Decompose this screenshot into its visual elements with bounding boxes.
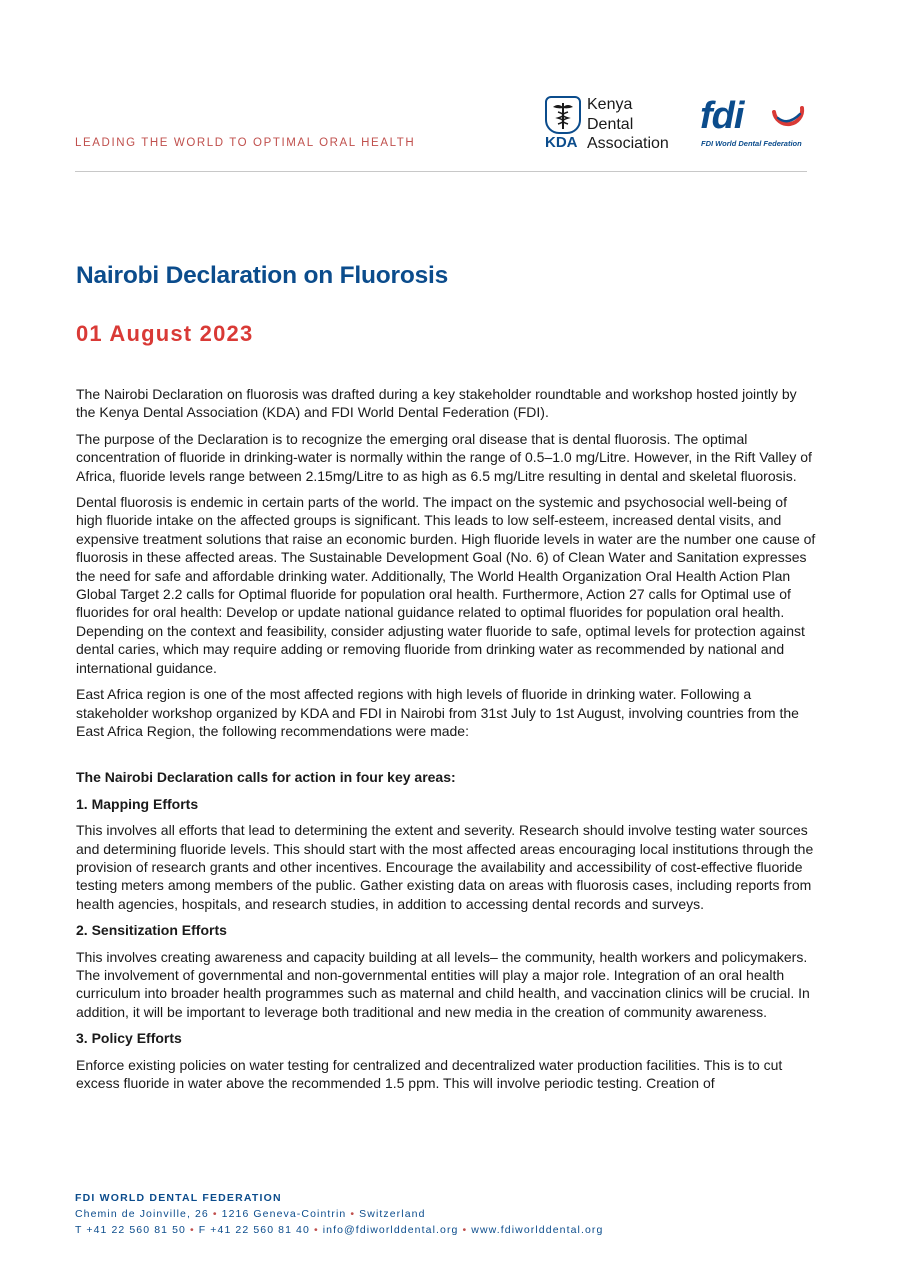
fdi-subtitle: FDI World Dental Federation [701,139,802,148]
fdi-wordmark: fdi [700,95,744,137]
footer-separator: • [462,1224,468,1236]
section-paragraph: This involves all efforts that lead to determining the extent and severity. Research should involve testing water sources and determining fluoride levels. This should start with the most affected areas encouraging local institutions through the provision of research grants and other incentives. Encourage the availability and accessibility of cost-effective fluoride testing meters among members of the public. Gather existing data on areas with fluorosis cases, including reports from health agencies, hospitals, and research studies, in addition to accessing dental records and surveys. [76,822,814,912]
page-footer [75,1192,603,1236]
document-date: 01 August 2023 [76,321,254,346]
page-title: Nairobi Declaration on Fluorosis [76,262,449,289]
footer-separator: • [189,1224,195,1236]
body-paragraph: The purpose of the Declaration is to recognize the emerging oral disease that is dental fluorosis. The optimal concentration of fluoride in drinking-water is normally within the range of 0.5–1.0 mg/Litre. However, in the Rift Valley of Africa, fluoride levels range between 2.15mg/Litre to as high as 6.5 mg/Litre resulting in dental and skeletal fluorosis. [76,430,812,484]
section-paragraph: This involves creating awareness and capacity building at all levels– the community, health workers and policymakers. The involvement of governmental and non-governmental entities will play a major role. Integration of an oral health curriculum into broader health programmes such as maternal and child health, and vaccination clinics will be crucial. In addition, it will be important to leverage both traditional and new media in the creation of community awareness. [76,948,810,1020]
footer-address-part: 1216 Geneva-Cointrin [221,1208,347,1220]
body-paragraph: Dental fluorosis is endemic in certain parts of the world. The impact on the systemic and psychosocial well-being of high fluoride intake on the affected groups is significant. This leads to low self-esteem, increased dental visits, and expensive treatment solutions that raise an economic burden. High fluoride levels in water are the number one cause of fluorosis in these affected areas. The Sustainable Development Goal (No. 6) of Clean Water and Sanitation expresses the need for safe and affordable drinking water. Additionally, The World Health Organization Oral Health Action Plan Global Target 2.2 calls for Optimal fluoride for population oral health. Furthermore, Action 27 calls for Optimal use of fluorides for oral health: Develop or update national guidance related to optimal fluorides for population oral health. Depending on the context and feasibility, consider adjusting water fluoride to safe, optimal levels for protection against dental caries, which may require adding or removing fluoride from drinking water as recommended by national and international guidance. [76,494,816,676]
body-paragraph: The Nairobi Declaration on fluorosis was drafted during a key stakeholder roundtable and workshop hosted jointly by the Kenya Dental Association (KDA) and FDI World Dental Federation (FDI). [76,386,797,421]
kda-name [587,95,669,154]
fdi-swoosh-icon [768,96,808,136]
kda-name-line: Dental [587,115,634,133]
section-paragraph: Enforce existing policies on water testing for centralized and decentralized water production facilities. This is to cut excess fluoride in water above the recommended 1.5 ppm. This will involve periodic testing. Creation of [76,1056,783,1091]
footer-address-part: Chemin de Joinville, 26 [75,1208,209,1220]
section-heading: 1. Mapping Efforts [76,795,199,812]
body-paragraph: East Africa region is one of the most affected regions with high levels of fluoride in drinking water. Following a stakeholder workshop organized by KDA and FDI in Nairobi from 31st July to 1st August, involving countries from the East Africa Region, the following recommendations were made: [76,686,799,739]
header-divider [75,171,807,172]
kda-name-line: Association [587,135,669,152]
footer-address [75,1208,603,1220]
footer-email-link[interactable]: info@fdiworlddental.org [322,1224,459,1236]
section-heading: 2. Sensitization Efforts [76,922,227,939]
footer-website-link[interactable]: www.fdiworlddental.org [471,1224,604,1236]
header-tagline: LEADING THE WORLD TO OPTIMAL ORAL HEALTH [75,137,416,149]
footer-contact [75,1224,603,1236]
document-body [76,385,816,1100]
footer-separator: • [313,1224,319,1236]
section-spacer [76,748,816,768]
kda-logo [545,96,685,152]
footer-separator: • [212,1208,218,1220]
call-to-action-heading: The Nairobi Declaration calls for action in four key areas: [76,769,456,786]
footer-phone: T +41 22 560 81 50 [75,1224,186,1236]
kda-name-line: Kenya [587,96,633,113]
footer-address-part: Switzerland [359,1208,426,1220]
kda-abbreviation: KDA [545,134,578,151]
caduceus-icon [545,96,581,134]
footer-organization: FDI WORLD DENTAL FEDERATION [75,1192,282,1204]
section-heading: 3. Policy Efforts [76,1030,182,1047]
footer-separator: • [350,1208,356,1220]
fdi-logo [700,96,810,152]
footer-fax: F +41 22 560 81 40 [198,1224,310,1236]
